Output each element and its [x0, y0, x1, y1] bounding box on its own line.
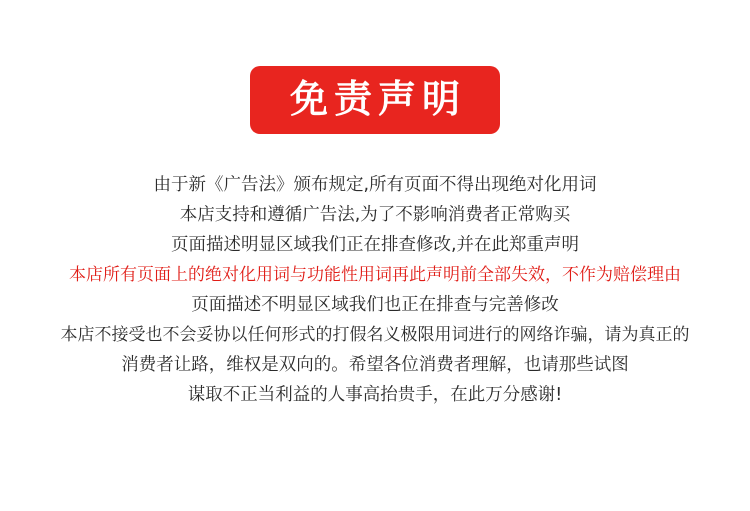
disclaimer-line: 消费者让路，维权是双向的。希望各位消费者理解，也请那些试图	[121, 355, 629, 375]
disclaimer-line: 本店不接受也不会妥协以任何形式的打假名义极限用词进行的网络诈骗，请为真正的	[60, 325, 690, 345]
disclaimer-line: 本店支持和遵循广告法,为了不影响消费者正常购买	[179, 205, 571, 225]
disclaimer-line: 谋取不正当利益的人事高抬贵手，在此万分感谢!	[187, 385, 563, 405]
banner-container	[0, 66, 750, 134]
disclaimer-line: 由于新《广告法》颁布规定,所有页面不得出现绝对化用词	[153, 175, 597, 195]
disclaimer-line: 页面描述不明显区域我们也正在排查与完善修改	[191, 295, 559, 315]
disclaimer-line-highlight: 本店所有页面上的绝对化用词与功能性用词再此声明前全部失效，不作为赔偿理由	[69, 265, 681, 285]
disclaimer-body	[0, 170, 750, 410]
disclaimer-line: 页面描述明显区域我们正在排查修改,并在此郑重声明	[170, 235, 580, 255]
disclaimer-title-banner: 免责声明	[250, 66, 500, 134]
